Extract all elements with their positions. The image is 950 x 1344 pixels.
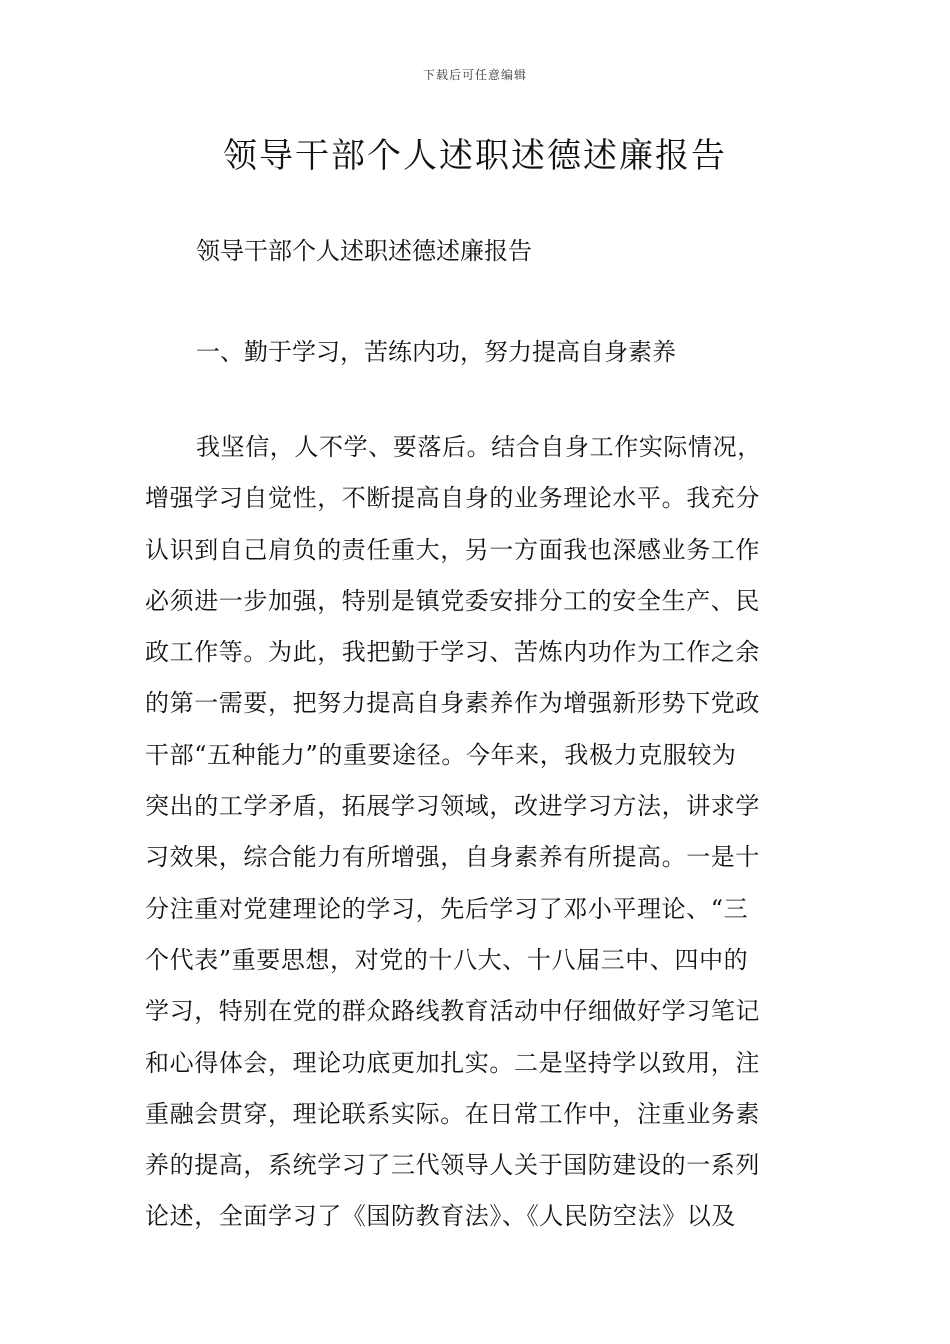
paragraph-line: 论述，全面学习了《国防教育法》、《人民防空法》以及 (145, 1202, 736, 1231)
paragraph-line: 必须进一步加强，特别是镇党委安排分工的安全生产、民 (145, 586, 760, 615)
paragraph-line: 学习，特别在党的群众路线教育活动中仔细做好学习笔记 (145, 997, 760, 1026)
paragraph-line: 和心得体会，理论功底更加扎实。二是坚持学以致用，注 (145, 1048, 760, 1077)
document-title: 领导干部个人述职述德述廉报告 (223, 136, 727, 176)
document-subtitle: 领导干部个人述职述德述廉报告 (196, 237, 532, 265)
paragraph-line: 政工作等。为此，我把勤于学习、苦炼内功作为工作之余 (145, 638, 760, 667)
paragraph-line: 认识到自己肩负的责任重大，另一方面我也深感业务工作 (145, 535, 760, 564)
section-heading: 一、勤于学习，苦练内功，努力提高自身素养 (196, 338, 676, 366)
paragraph-line: 我坚信，人不学、要落后。结合自身工作实际情况， (196, 433, 762, 461)
paragraph-line: 干部“五种能力”的重要途径。今年来，我极力克服较为 (145, 740, 737, 769)
paragraph-line: 重融会贯穿，理论联系实际。在日常工作中，注重业务素 (145, 1099, 760, 1128)
paragraph-line: 的第一需要，把努力提高自身素养作为增强新形势下党政 (145, 689, 760, 718)
header-note: 下载后可任意编辑 (422, 68, 527, 82)
paragraph-line: 个代表”重要思想，对党的十八大、十八届三中、四中的 (145, 945, 749, 974)
paragraph-line: 养的提高，系统学习了三代领导人关于国防建设的一系列 (145, 1151, 760, 1180)
paragraph-line: 习效果，综合能力有所增强，自身素养有所提高。一是十 (145, 843, 760, 872)
paragraph-line: 分注重对党建理论的学习，先后学习了邓小平理论、“三 (145, 894, 749, 923)
paragraph-line: 突出的工学矛盾，拓展学习领域，改进学习方法，讲求学 (145, 792, 760, 821)
paragraph-line: 增强学习自觉性，不断提高自身的业务理论水平。我充分 (145, 484, 760, 513)
body-paragraph (145, 422, 805, 1243)
